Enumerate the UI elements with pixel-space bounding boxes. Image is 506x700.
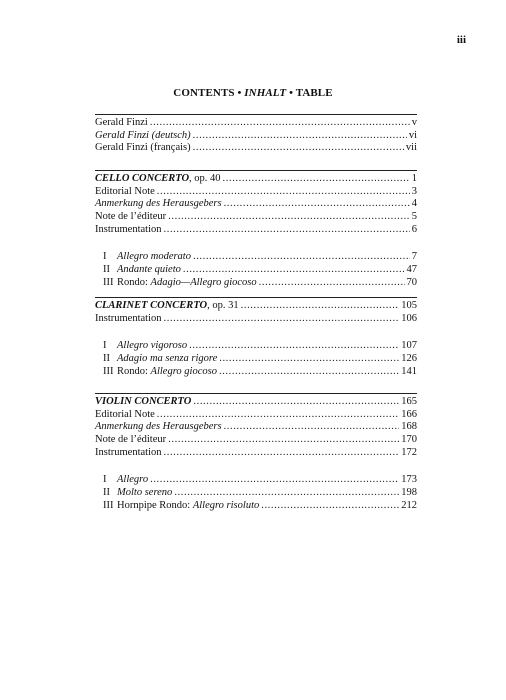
dot-leader [189, 340, 399, 353]
movement-number: III [103, 276, 114, 288]
toc-entry-page: v [411, 117, 417, 128]
toc-entry-page: 4 [411, 198, 417, 210]
movement-number: II [103, 264, 110, 276]
toc-entry-label: Note de l’éditeur [95, 211, 167, 223]
toc-movement [95, 251, 417, 264]
toc-cello-concerto [95, 167, 417, 290]
toc-entry-label: Gerald Finzi (deutsch) [95, 129, 191, 141]
toc-entry [95, 313, 417, 326]
dot-leader [193, 130, 407, 143]
toc-movement [95, 366, 417, 379]
toc-movement [95, 487, 417, 500]
toc-entry-page: 212 [401, 499, 417, 511]
toc-entry-label: II Molto sereno [103, 487, 173, 499]
toc-movement [95, 277, 417, 290]
toc-entry-page: 107 [401, 340, 417, 352]
toc-entry-page: 3 [411, 185, 417, 197]
toc-entry-page: 168 [401, 421, 417, 433]
dot-leader [259, 277, 405, 290]
toc-clarinet-concerto [95, 294, 417, 378]
title-separator: • [234, 87, 245, 99]
dot-leader [219, 353, 399, 366]
dot-leader [164, 447, 400, 460]
toc-entry-label: Anmerkung des Herausgebers [95, 421, 222, 433]
toc-entry-label: Instrumentation [95, 446, 162, 458]
toc-entry-page: 165 [401, 396, 417, 407]
toc-entry-page: 198 [401, 487, 417, 499]
toc-entry-label: III Rondo: Allegro giocoso [103, 365, 217, 377]
toc-section-heading [95, 300, 417, 313]
dot-leader [193, 396, 399, 409]
section-title: CLARINET CONCERTO, op. 31 [95, 300, 239, 311]
dot-leader [224, 421, 400, 434]
divider [95, 170, 417, 171]
movement-number: II [103, 353, 110, 365]
dot-leader [224, 198, 410, 211]
section-title: VIOLIN CONCERTO [95, 396, 192, 407]
toc-entry-page: 70 [406, 276, 417, 288]
toc-entry-page: vi [408, 129, 417, 141]
toc-entry-page: 7 [411, 251, 417, 263]
toc-entry-page: 126 [401, 353, 417, 365]
toc-entry [95, 434, 417, 447]
toc-entry-label: Editorial Note [95, 408, 155, 420]
toc-entry-page: 5 [411, 211, 417, 223]
toc-movement [95, 340, 417, 353]
dot-leader [168, 211, 410, 224]
dot-leader [157, 409, 399, 422]
toc-entry-label: Gerald Finzi [95, 117, 148, 128]
toc-entry [95, 186, 417, 199]
title-table: TABLE [295, 87, 333, 99]
section-title: CELLO CONCERTO, op. 40 [95, 173, 221, 184]
toc-entry-page: 1 [411, 173, 417, 184]
toc-entry-label: I Allegro moderato [103, 251, 191, 263]
toc-entry-page: 106 [401, 312, 417, 324]
title-separator: • [286, 87, 296, 99]
toc-entry-page: 172 [401, 446, 417, 458]
toc-entry-label: Instrumentation [95, 223, 162, 235]
movement-number: I [103, 251, 107, 263]
toc-entry [95, 421, 417, 434]
dot-leader [157, 186, 410, 199]
toc-entry-label: III Hornpipe Rondo: Allegro risoluto [103, 499, 260, 511]
toc-entry [95, 142, 417, 155]
toc-entry-label: Note de l’éditeur [95, 434, 167, 446]
toc-entry-label: Instrumentation [95, 312, 162, 324]
movement-number: I [103, 340, 107, 352]
divider [95, 114, 417, 115]
toc-entry-page: 105 [401, 300, 417, 311]
dot-leader [164, 224, 410, 237]
toc-entry-label: I Allegro vigoroso [103, 340, 188, 352]
dot-leader [261, 500, 399, 513]
toc-entry-page: 173 [401, 474, 417, 486]
toc-movement [95, 474, 417, 487]
dot-leader [219, 366, 399, 379]
toc-entry-label: Gerald Finzi (français) [95, 142, 191, 154]
toc-entry [95, 447, 417, 460]
divider [95, 393, 417, 394]
dot-leader [241, 300, 400, 313]
dot-leader [223, 173, 410, 186]
toc-movement [95, 500, 417, 513]
toc-entry [95, 224, 417, 237]
toc-entry-page: 141 [401, 365, 417, 377]
toc-entry-label: II Adagio ma senza rigore [103, 353, 218, 365]
toc-entry [95, 211, 417, 224]
toc-violin-concerto [95, 390, 417, 513]
toc-entry-page: 170 [401, 434, 417, 446]
toc-entry-label: Editorial Note [95, 185, 155, 197]
toc-movement [95, 264, 417, 277]
toc-entry [95, 198, 417, 211]
toc-section-heading [95, 173, 417, 186]
toc-entry-label: II Andante quieto [103, 264, 181, 276]
dot-leader [150, 474, 399, 487]
toc-entry-page: 47 [406, 264, 417, 276]
toc-entry-page: 166 [401, 408, 417, 420]
toc-entry [95, 117, 417, 130]
movement-number: I [103, 474, 107, 486]
movement-number: II [103, 487, 110, 499]
dot-leader [174, 487, 399, 500]
dot-leader [164, 313, 400, 326]
page-number: iii [456, 34, 466, 46]
toc-movement [95, 353, 417, 366]
dot-leader [183, 264, 405, 277]
title-contents: CONTENTS [173, 87, 235, 99]
page-title [0, 87, 506, 99]
toc-entry-page: 6 [411, 223, 417, 235]
dot-leader [193, 251, 410, 264]
movement-number: III [103, 365, 114, 377]
toc-intro [95, 111, 417, 155]
movement-number: III [103, 499, 114, 511]
dot-leader [168, 434, 399, 447]
toc-entry-label: III Rondo: Adagio—Allegro giocoso [103, 276, 257, 288]
dot-leader [193, 142, 404, 155]
toc-entry [95, 130, 417, 143]
toc-entry-label: Anmerkung des Herausgebers [95, 198, 222, 210]
toc-entry [95, 409, 417, 422]
dot-leader [150, 117, 410, 130]
title-inhalt: INHALT [244, 87, 287, 99]
toc-entry-page: vii [405, 142, 417, 154]
toc-entry-label: I Allegro [103, 474, 149, 486]
toc-section-heading [95, 396, 417, 409]
divider [95, 297, 417, 298]
